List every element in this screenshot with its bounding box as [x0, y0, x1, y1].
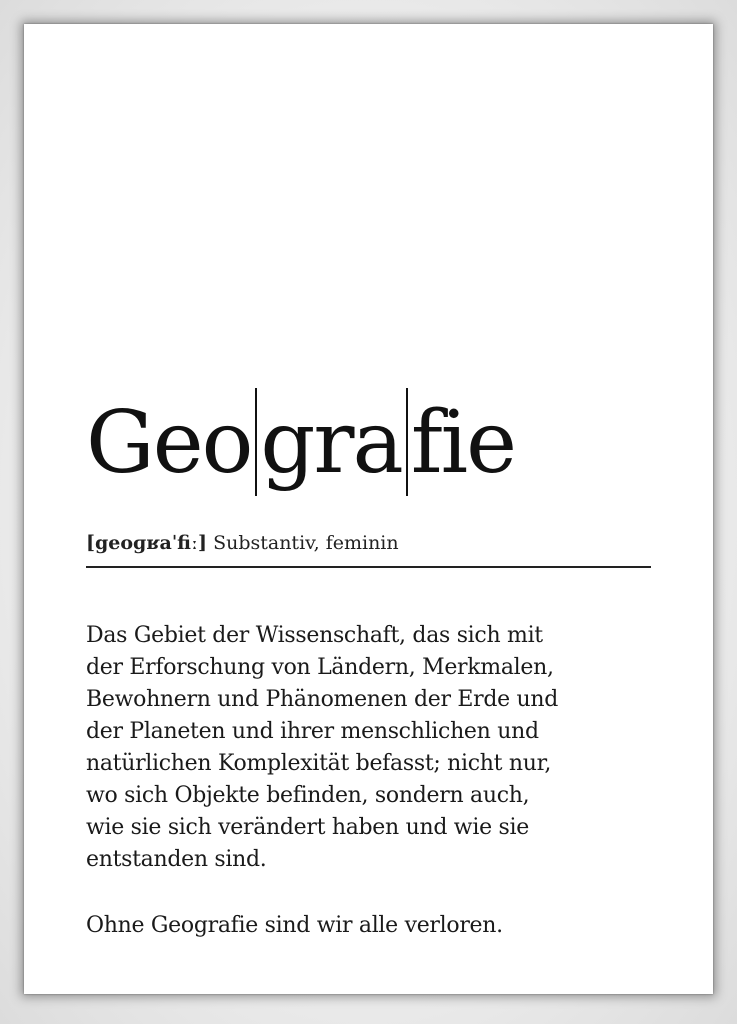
- divider-rule: [86, 566, 651, 568]
- definition-line: natürlichen Komplexität befasst; nicht nur,: [86, 751, 552, 776]
- headword-syllable-3: fie: [410, 393, 516, 493]
- word-class: Substantiv, feminin: [213, 532, 399, 554]
- definition-text: [86, 620, 666, 876]
- definition-line: wo sich Objekte befinden, sondern auch,: [86, 783, 530, 808]
- syllable-divider: [406, 388, 408, 496]
- poster-sheet: [24, 24, 713, 994]
- pronunciation-line: [86, 532, 399, 554]
- definition-line: der Planeten und ihrer menschlichen und: [86, 719, 539, 744]
- pronunciation: [geoɡʁaˈfiː]: [86, 532, 208, 554]
- closing-line: Ohne Geografie sind wir alle verloren.: [86, 913, 503, 938]
- definition-line: der Erforschung von Ländern, Merkmalen,: [86, 655, 554, 680]
- headword-syllable-1: Geo: [86, 393, 252, 493]
- definition-line: wie sie sich verändert haben und wie sie: [86, 815, 529, 840]
- syllable-divider: [255, 388, 257, 496]
- headword-syllable-2: gra: [260, 393, 402, 493]
- definition-line: Das Gebiet der Wissenschaft, das sich mit: [86, 623, 543, 648]
- definition-line: entstanden sind.: [86, 847, 267, 872]
- definition-line: Bewohnern und Phänomenen der Erde und: [86, 687, 559, 712]
- headword: [86, 388, 515, 496]
